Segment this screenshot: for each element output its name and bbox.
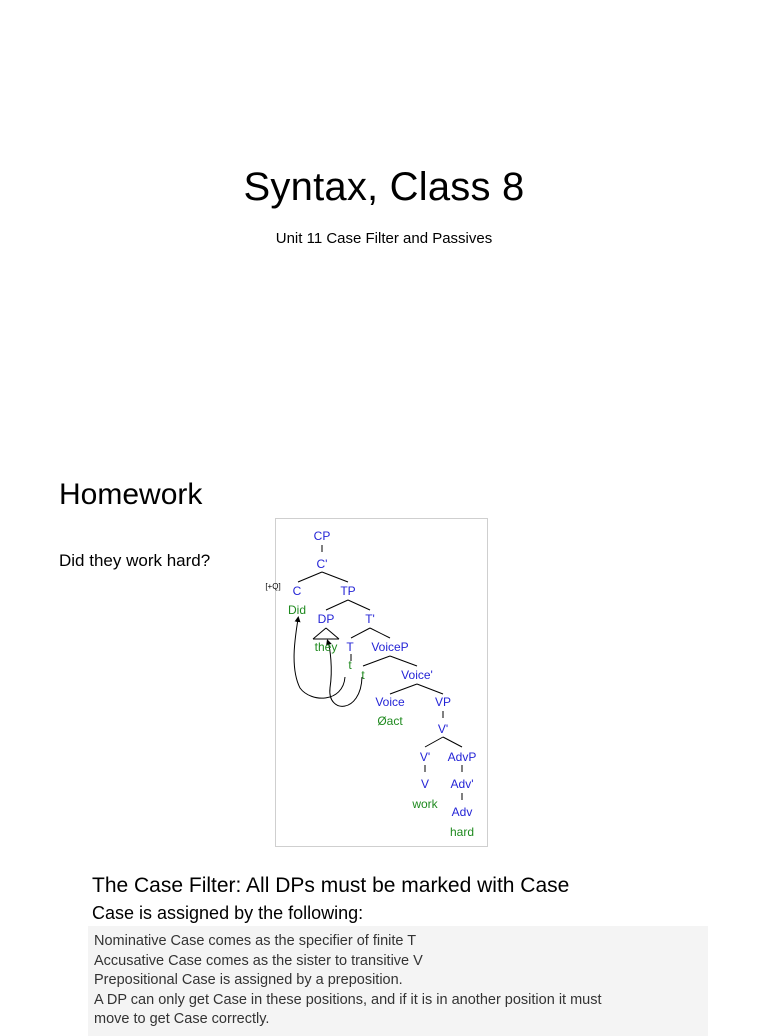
case-filter-title: The Case Filter: All DPs must be marked with Case (92, 874, 570, 897)
node-work: work (412, 797, 438, 811)
homework-heading: Homework (59, 478, 203, 511)
node-voicep: VoiceP (371, 640, 409, 654)
node-voice-bar: Voice' (401, 668, 433, 682)
case-rule: Nominative Case comes as the specifier of finite T (94, 933, 417, 949)
case-filter-subtitle: Case is assigned by the following: (92, 903, 364, 923)
case-rule: move to get Case correctly. (94, 1011, 270, 1028)
case-rules-box (88, 926, 708, 1036)
slide-title: Syntax, Class 8 (243, 165, 525, 209)
node-t-bar: T' (365, 612, 375, 626)
node-vp: VP (434, 695, 452, 709)
node-trace-1: t (348, 658, 352, 672)
node-adv-bar: Adv' (450, 777, 474, 791)
node-advp: AdvP (447, 750, 477, 764)
node-q-feature: [+Q] (265, 582, 281, 591)
node-oact: Øact (377, 714, 403, 728)
homework-question: Did they work hard? (59, 551, 211, 570)
case-rule: Prepositional Case is assigned by a preposition. (94, 972, 403, 989)
node-they: they (314, 640, 338, 654)
node-c-bar: C' (316, 557, 328, 571)
node-did: Did (287, 603, 307, 617)
node-c: C (292, 584, 302, 598)
node-voice: Voice (375, 695, 405, 709)
node-adv: Adv (451, 805, 473, 819)
node-v-bar-2: V' (419, 750, 431, 764)
node-dp: DP (317, 612, 335, 626)
node-trace-2: t (361, 668, 365, 682)
case-rule: A DP can only get Case in these positions, and if it is in another position it must (94, 991, 602, 1008)
syntax-tree (255, 518, 495, 848)
node-tp: TP (340, 584, 356, 598)
node-t-head: T (346, 640, 354, 654)
node-cp: CP (313, 529, 331, 543)
node-hard: hard (449, 825, 475, 839)
slide-subtitle: Unit 11 Case Filter and Passives (275, 230, 493, 247)
node-v: V (420, 777, 430, 791)
tree-branches (294, 545, 462, 800)
node-v-bar-1: V' (437, 722, 449, 736)
case-rule: Accusative Case comes as the sister to transitive V (94, 952, 423, 969)
